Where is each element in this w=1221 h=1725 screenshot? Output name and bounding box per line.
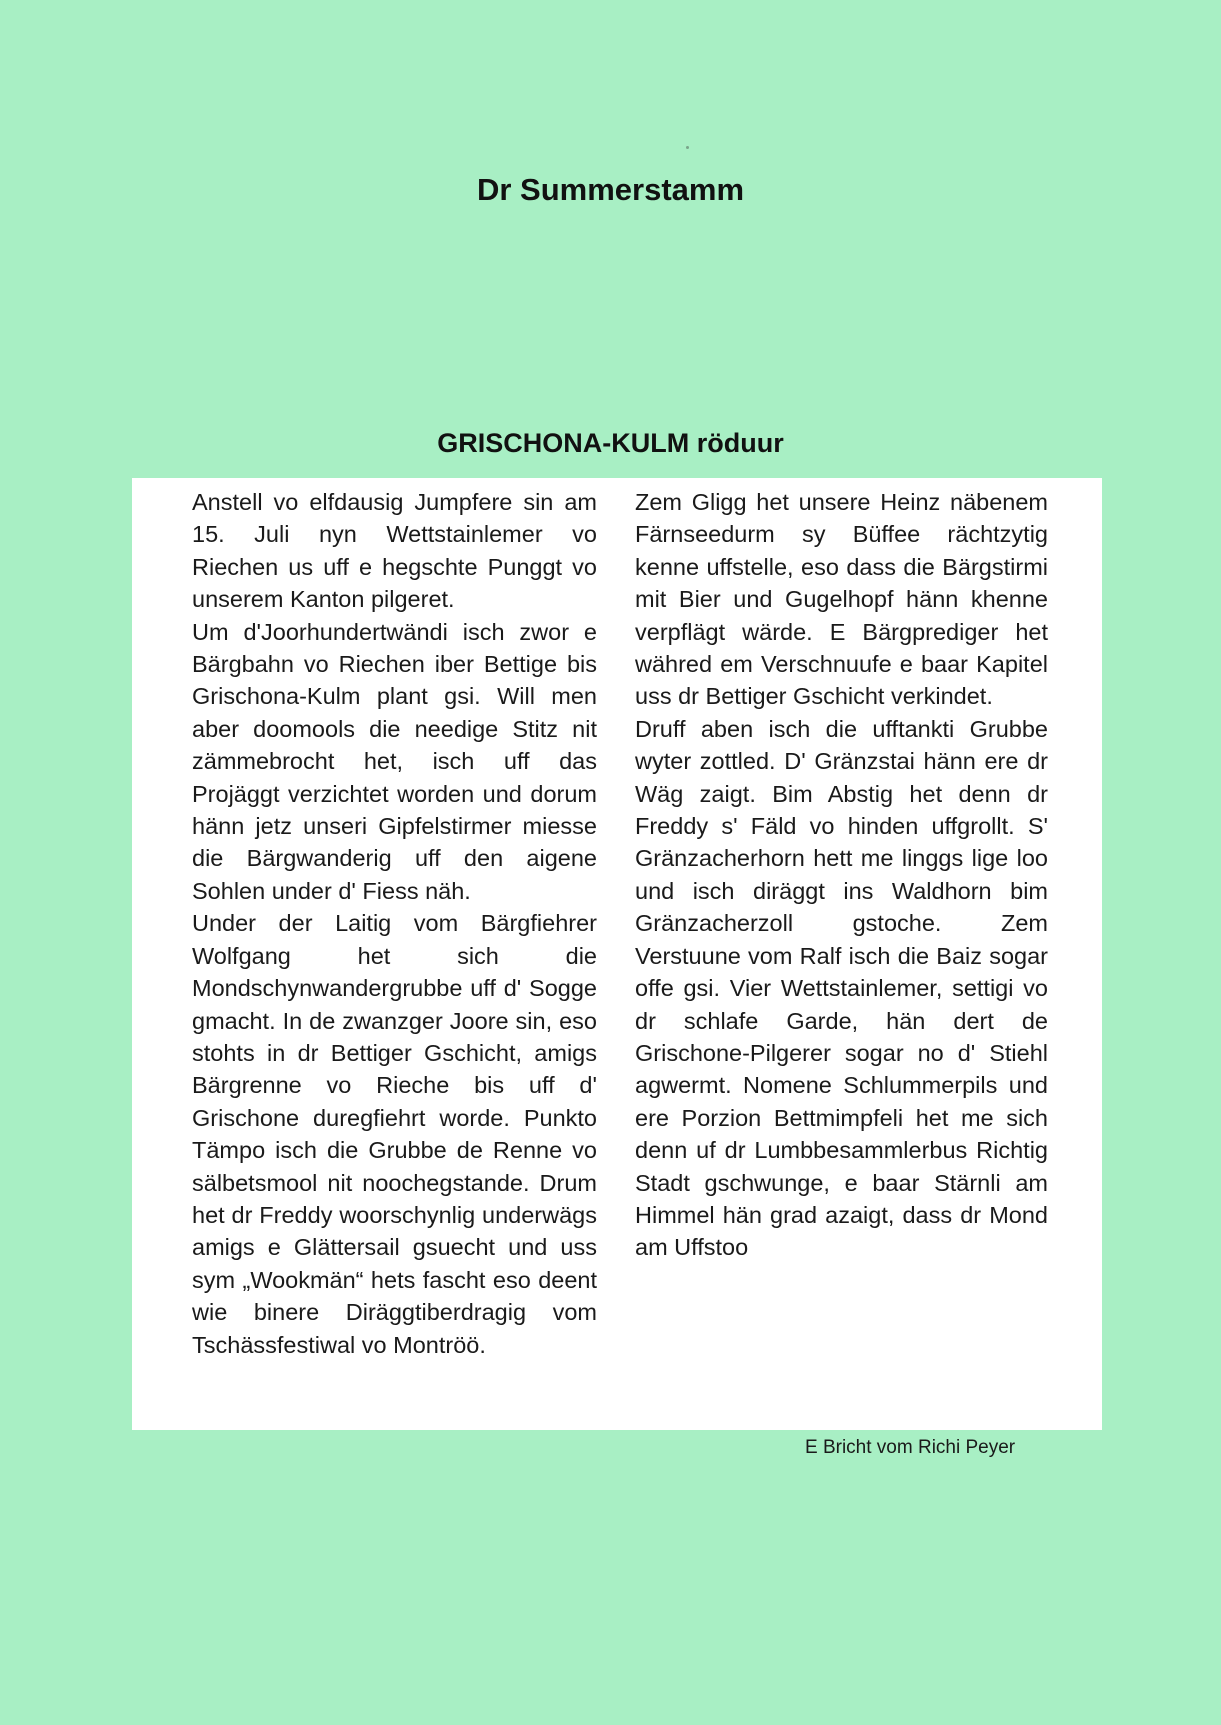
paper-speck bbox=[686, 146, 689, 149]
article-body bbox=[132, 478, 1102, 1430]
page-title: Dr Summerstamm bbox=[476, 172, 745, 207]
article-paragraph: Zem Gligg het unsere Heinz näbenem Färnseedurm sy Büffee rächtzytig kenne uffstelle, eso dass die Bärgstirmi mit Bier und Gugelhopf hänn khenne verpflägt wärde. E Bärgprediger het währed em Verschnuufe e baar Kapitel uss dr Bettiger Gschicht verkindet. bbox=[635, 489, 1048, 710]
article-paragraph: Anstell vo elfdausig Jumpfere sin am 15. Juli nyn Wettstainlemer vo Riechen us uff e hegschte Punggt vo unserem Kanton pilgeret. bbox=[192, 489, 597, 613]
article-right-column bbox=[635, 486, 1048, 1264]
article-paragraph: Under der Laitig vom Bärgfiehrer Wolfgang het sich die Mondschynwandergrubbe uff d' Sogge gmacht. In de zwanzger Joore sin, eso stohts in dr Bettiger Gschicht, amigs Bärgrenne vo Rieche bis uff d' Grischone duregfiehrt worde. Punkto Tämpo isch die Grubbe de Renne vo sälbetsmool nit noochegstande. Drum het dr Freddy woorschynlig underwägs amigs e Glättersail gsuecht und uss sym „Wookmän“ hets fascht eso deent wie binere Diräggtiberdragig vom Tschässfestiwal vo Montröö. bbox=[192, 910, 597, 1358]
article-title: GRISCHONA-KULM röduur bbox=[437, 428, 784, 458]
article-left-column bbox=[192, 486, 597, 1361]
article-byline: E Bricht vom Richi Peyer bbox=[805, 1437, 1016, 1458]
article-paragraph: Um d'Joorhundertwändi isch zwor e Bärgbahn vo Riechen iber Bettige bis Grischona-Kulm plant gsi. Will men aber doomools die needige Stitz nit zämmebrocht het, isch uff das Projäggt verzichtet worden und dorum hänn jetz unseri Gipfelstirmer miesse die Bärgwanderig uff den aigene Sohlen under d' Fiess näh. bbox=[192, 618, 597, 904]
article-paragraph: Druff aben isch die ufftankti Grubbe wyter zottled. D' Gränzstai hänn ere dr Wäg zaigt. Bim Abstig het denn dr Freddy s' Fäld vo hinden uffgrollt. S' Gränzacherhorn hett me linggs lige loo und isch diräggt ins Waldhorn bim Gränzacherzoll gstoche. Zem Verstuune vom Ralf isch die Baiz sogar offe gsi. Vier Wettstainlemer, settigi vo dr schlafe Garde, hän dert de Grischone-Pilgerer sogar no d' Stiehl agwermt. Nomene Schlummerpils und ere Porzion Bettmimpfeli het me sich denn uf dr Lumbbesammlerbus Richtig Stadt gschwunge, e baar Stärnli am Himmel hän grad azaigt, dass dr Mond am Uffstoo bbox=[635, 715, 1048, 1261]
